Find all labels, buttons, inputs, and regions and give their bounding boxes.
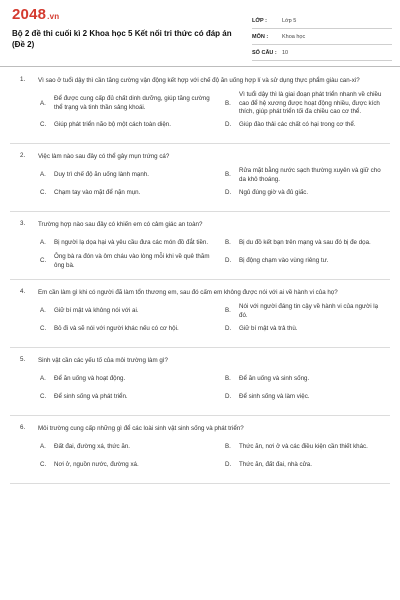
answer-option-b[interactable] [225,91,390,117]
question-number: 4. [20,287,26,295]
site-logo[interactable] [12,6,59,23]
answer-option-b[interactable] [225,371,390,389]
option-text: Duy trì chế độ ăn uống lành mạnh. [54,171,149,179]
answer-option-a[interactable] [40,91,225,117]
option-letter: D. [225,121,232,129]
option-letter: B. [225,171,231,179]
meta-label: MÔN : [252,33,269,40]
answer-option-c[interactable] [40,185,225,203]
question-divider [10,347,390,348]
question-text: Sinh vật cần các yếu tố của môi trường làm gì? [38,356,168,364]
page-title: Bộ 2 đề thi cuối kì 2 Khoa học 5 Kết nối tri thức có đáp án (Đề 2) [12,29,232,49]
option-letter: A. [40,375,46,383]
option-letter: C. [40,393,47,401]
answer-option-b[interactable] [225,303,390,321]
meta-value: Lớp 5 [282,17,297,24]
question-divider [10,415,390,416]
meta-label: LỚP : [252,17,267,24]
meta-value: Khoa học [282,33,306,40]
question-text: Việc làm nào sau đây có thể gây mụn trứng cá? [38,152,170,160]
option-text: Giữ bí mật và trả thù. [239,325,298,333]
option-letter: A. [40,239,46,247]
answer-option-a[interactable] [40,439,225,457]
question-number: 3. [20,219,26,227]
option-text: Để ăn uống và hoạt động. [54,375,126,383]
option-text: Để ăn uống và sinh sống. [239,375,310,383]
option-text: Bị du đồ kết bạn trên mạng và sau đó bị đe dọa. [239,239,371,247]
answer-options [40,167,390,203]
answer-option-b[interactable] [225,439,390,457]
logo-main: 2048 [12,6,47,23]
answer-option-d[interactable] [225,253,390,271]
option-letter: D. [225,257,232,265]
option-letter: D. [225,325,232,333]
answer-option-a[interactable] [40,371,225,389]
option-text: Giữ bí mật và không nói với ai. [54,307,139,315]
option-text: Bị người lạ dọa hại và yêu cầu đưa các món đồ đắt tiền. [54,239,209,247]
answer-option-d[interactable] [225,321,390,339]
option-letter: A. [40,307,46,315]
meta-value: 10 [282,49,289,56]
answer-options [40,439,390,475]
question-divider [10,143,390,144]
question-number: 6. [20,423,26,431]
question-2 [0,152,400,203]
option-text: Bỏ đi và sẽ nói với người khác nếu có cơ hội. [54,325,179,333]
meta-row-class [252,13,392,29]
option-letter: A. [40,99,46,107]
option-text: Nói với người đáng tin cậy về hành vi của người lạ đó. [239,303,379,319]
option-letter: C. [40,325,47,333]
answer-option-d[interactable] [225,117,390,135]
answer-option-c[interactable] [40,253,225,271]
answer-option-a[interactable] [40,303,225,321]
option-text: Đất đai, đường xá, thức ăn. [54,443,130,451]
option-letter: D. [225,461,232,469]
option-letter: B. [225,307,231,315]
answer-option-b[interactable] [225,167,390,185]
question-1 [0,76,400,135]
option-text: Ông bà ra đón và ôm cháu vào lòng mỗi khi về quê thăm ông bà. [54,253,210,269]
option-letter: A. [40,171,46,179]
option-letter: C. [40,461,47,469]
question-3 [0,220,400,271]
option-text: Để sinh sống và làm việc. [239,393,310,401]
question-text: Môi trường cung cấp những gì để các loài sinh vật sinh sống và phát triển? [38,424,244,432]
option-text: Để sinh sống và phát triển. [54,393,128,401]
option-letter: B. [225,239,231,247]
answer-option-b[interactable] [225,235,390,253]
meta-label: SỐ CÂU : [252,49,277,56]
option-text: Nơi ở, nguồn nước, đường xá. [54,461,139,469]
answer-option-c[interactable] [40,457,225,475]
option-text: Rửa mặt bằng nước sạch thường xuyên và giữ cho da khô thoáng. [239,167,381,183]
answer-option-d[interactable] [225,185,390,203]
answer-option-c[interactable] [40,389,225,407]
question-5 [0,356,400,407]
question-number: 5. [20,355,26,363]
option-letter: D. [225,189,232,197]
logo-suffix: .vn [47,12,60,21]
option-text: Vì tuổi dậy thì là giai đoạn phát triển nhanh về chiều cao để hệ xương được hoạt động nhiều, được kích thích, giúp phát triển tối đa chiều cao cơ thể. [239,91,382,115]
question-4 [0,288,400,339]
option-text: Giúp đào thải các chất có hại trong cơ thể. [239,121,356,129]
option-letter: A. [40,443,46,451]
header [0,0,400,67]
question-list [0,76,400,492]
answer-options [40,303,390,339]
option-letter: B. [225,443,231,451]
answer-option-a[interactable] [40,167,225,185]
question-number: 1. [20,76,26,83]
option-text: Giúp phát triển não bộ một cách toàn diện. [54,121,171,129]
option-text: Thức ăn, nơi ở và các điều kiện cần thiết khác. [239,443,368,451]
answer-options [40,371,390,407]
question-text: Em cần làm gì khi có người đã làm tổn thương em, sau đó cấm em không được nói với ai về hành vi của họ? [38,288,338,296]
option-letter: B. [225,99,231,107]
question-divider [10,211,390,212]
option-letter: C. [40,257,47,265]
answer-option-c[interactable] [40,321,225,339]
option-letter: C. [40,189,47,197]
meta-row-subject [252,29,392,45]
option-letter: B. [225,375,231,383]
option-text: Thức ăn, đất đai, nhà cửa. [239,461,312,469]
option-text: Ngủ đúng giờ và đủ giấc. [239,189,309,197]
option-text: Bị động chạm vào vùng riêng tư. [239,257,329,265]
option-letter: C. [40,121,47,129]
question-divider [10,279,390,280]
answer-option-d[interactable] [225,457,390,475]
answer-option-a[interactable] [40,235,225,253]
answer-options [40,91,390,135]
meta-table [252,13,392,61]
question-number: 2. [20,151,26,159]
meta-row-count [252,45,392,61]
question-text: Vì sao ở tuổi dậy thì cần tăng cường vận động kết hợp với chế độ ăn uống hợp lí và sử dụng thực phẩm giàu can-xi? [38,77,360,84]
answer-option-c[interactable] [40,117,225,135]
question-text: Trường hợp nào sau đây có khiến em có cảm giác an toàn? [38,220,203,228]
question-divider [10,483,390,484]
option-letter: D. [225,393,232,401]
answer-option-d[interactable] [225,389,390,407]
option-text: Để được cung cấp đủ chất dinh dưỡng, giúp tăng cường thể trạng và tinh thần sảng khoái. [54,95,210,111]
answer-options [40,235,390,271]
question-6 [0,424,400,475]
option-text: Chạm tay vào mặt để nặn mụn. [54,189,141,197]
